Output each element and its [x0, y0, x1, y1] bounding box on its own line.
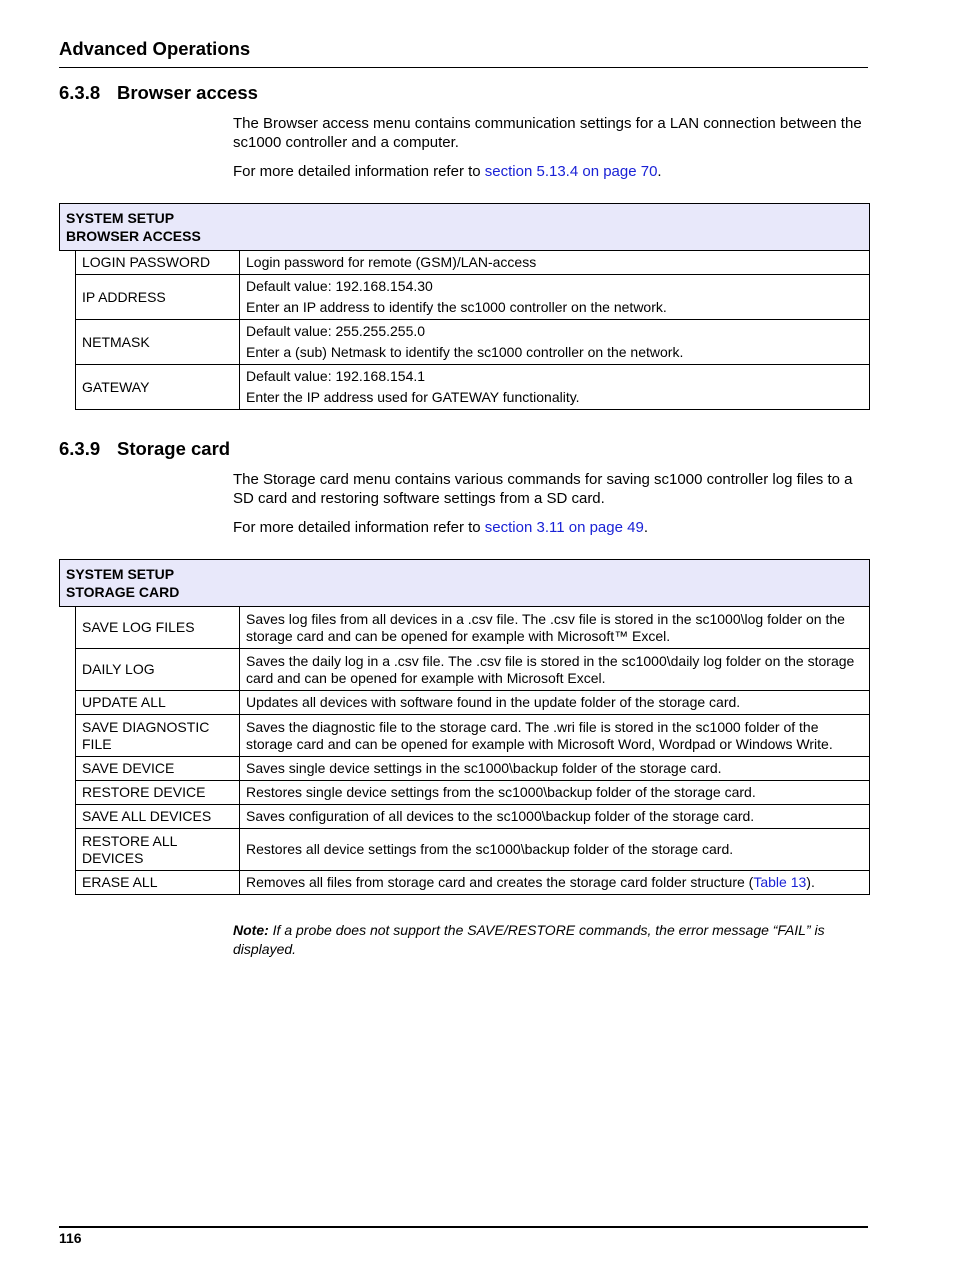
menu-item-description: Saves log files from all devices in a .csv file. The .csv file is stored in the sc1000\log folder on the storage card and can be opened for example with Microsoft™ Excel. [240, 607, 870, 649]
menu-item-description: Saves the daily log in a .csv file. The .csv file is stored in the sc1000\daily log folder on the storage card and can be opened for example with Microsoft Excel. [240, 649, 870, 691]
menu-path-root: SYSTEM SETUP [66, 566, 175, 582]
table-row [60, 715, 870, 757]
menu-item-name: RESTORE ALL DEVICES [76, 829, 240, 871]
table-row [60, 649, 870, 691]
note-text: If a probe does not support the SAVE/RESTORE commands, the error message “FAIL” is displayed. [233, 922, 825, 957]
storage-reference [233, 518, 873, 537]
menu-item-description: Restores all device settings from the sc1000\backup folder of the storage card. [240, 829, 870, 871]
menu-item-description: Saves the diagnostic file to the storage card. The .wri file is stored in the sc1000 folder of the storage card and can be opened for example with Microsoft Word, Wordpad or Windows Write. [240, 715, 870, 757]
section-title: Browser access [117, 82, 258, 103]
reference-prefix: For more detailed information refer to [233, 163, 485, 180]
section-heading-storage-card [59, 438, 230, 460]
menu-path-item: STORAGE CARD [66, 584, 180, 600]
browser-intro: The Browser access menu contains communication settings for a LAN connection between the sc1000 controller and a computer. [233, 115, 862, 151]
table-row [60, 320, 870, 365]
reference-prefix: For more detailed information refer to [233, 519, 485, 536]
menu-item-description: Default value: 192.168.154.30 Enter an IP address to identify the sc1000 controller on the network. [240, 275, 870, 320]
menu-item-description: Default value: 255.255.255.0 Enter a (sub) Netmask to identify the sc1000 controller on the network. [240, 320, 870, 365]
browser-reference [233, 162, 873, 181]
storage-intro: The Storage card menu contains various commands for saving sc1000 controller log files to a SD card and restoring software settings from a SD card. [233, 471, 853, 507]
menu-item-name: IP ADDRESS [76, 275, 240, 320]
table-row [60, 691, 870, 715]
menu-item-name: SAVE DIAGNOSTIC FILE [76, 715, 240, 757]
menu-item-name: LOGIN PASSWORD [76, 251, 240, 275]
browser-access-table [59, 203, 870, 410]
menu-item-name: NETMASK [76, 320, 240, 365]
table-row [60, 805, 870, 829]
section-heading-browser-access [59, 82, 258, 104]
storage-card-table [59, 559, 870, 895]
table-header-row [60, 204, 870, 251]
note-label: Note: [233, 922, 269, 938]
menu-item-description: Login password for remote (GSM)/LAN-access [240, 251, 870, 275]
table-row [60, 365, 870, 410]
menu-item-name: DAILY LOG [76, 649, 240, 691]
menu-item-description: Saves single device settings in the sc1000\backup folder of the storage card. [240, 757, 870, 781]
menu-item-name: RESTORE DEVICE [76, 781, 240, 805]
menu-item-name: SAVE ALL DEVICES [76, 805, 240, 829]
menu-item-description: Default value: 192.168.154.1 Enter the IP address used for GATEWAY functionality. [240, 365, 870, 410]
table-row [60, 757, 870, 781]
note [233, 921, 858, 959]
section-number: 6.3.8 [59, 82, 101, 103]
section-link[interactable]: section 3.11 on page 49 [484, 519, 644, 536]
menu-item-description: Saves configuration of all devices to the sc1000\backup folder of the storage card. [240, 805, 870, 829]
table-row [60, 871, 870, 895]
chapter-title: Advanced Operations [59, 38, 251, 59]
menu-item-description: Removes all files from storage card and creates the storage card folder structure (Table 13). [240, 871, 870, 895]
menu-item-name: SAVE LOG FILES [76, 607, 240, 649]
menu-path-item: BROWSER ACCESS [66, 228, 201, 244]
reference-suffix: . [643, 519, 648, 536]
menu-item-name: UPDATE ALL [76, 691, 240, 715]
table-header [60, 560, 870, 607]
table-row [60, 607, 870, 649]
footer-rule [59, 1226, 868, 1228]
table-row [60, 829, 870, 871]
table-header [60, 204, 870, 251]
header-rule [59, 67, 868, 68]
table-header-row [60, 560, 870, 607]
section-link[interactable]: section 5.13.4 on page 70 [484, 163, 658, 180]
menu-item-description: Updates all devices with software found in the update folder of the storage card. [240, 691, 870, 715]
table-row [60, 251, 870, 275]
table-row [60, 781, 870, 805]
page-number: 116 [59, 1230, 82, 1246]
section-title: Storage card [117, 438, 231, 459]
menu-item-name: GATEWAY [76, 365, 240, 410]
reference-suffix: . [657, 163, 662, 180]
menu-item-name: SAVE DEVICE [76, 757, 240, 781]
menu-item-description: Restores single device settings from the sc1000\backup folder of the storage card. [240, 781, 870, 805]
section-number: 6.3.9 [59, 438, 101, 459]
table-row [60, 275, 870, 320]
table-link[interactable]: Table 13 [753, 874, 807, 890]
menu-path-root: SYSTEM SETUP [66, 210, 175, 226]
menu-item-name: ERASE ALL [76, 871, 240, 895]
